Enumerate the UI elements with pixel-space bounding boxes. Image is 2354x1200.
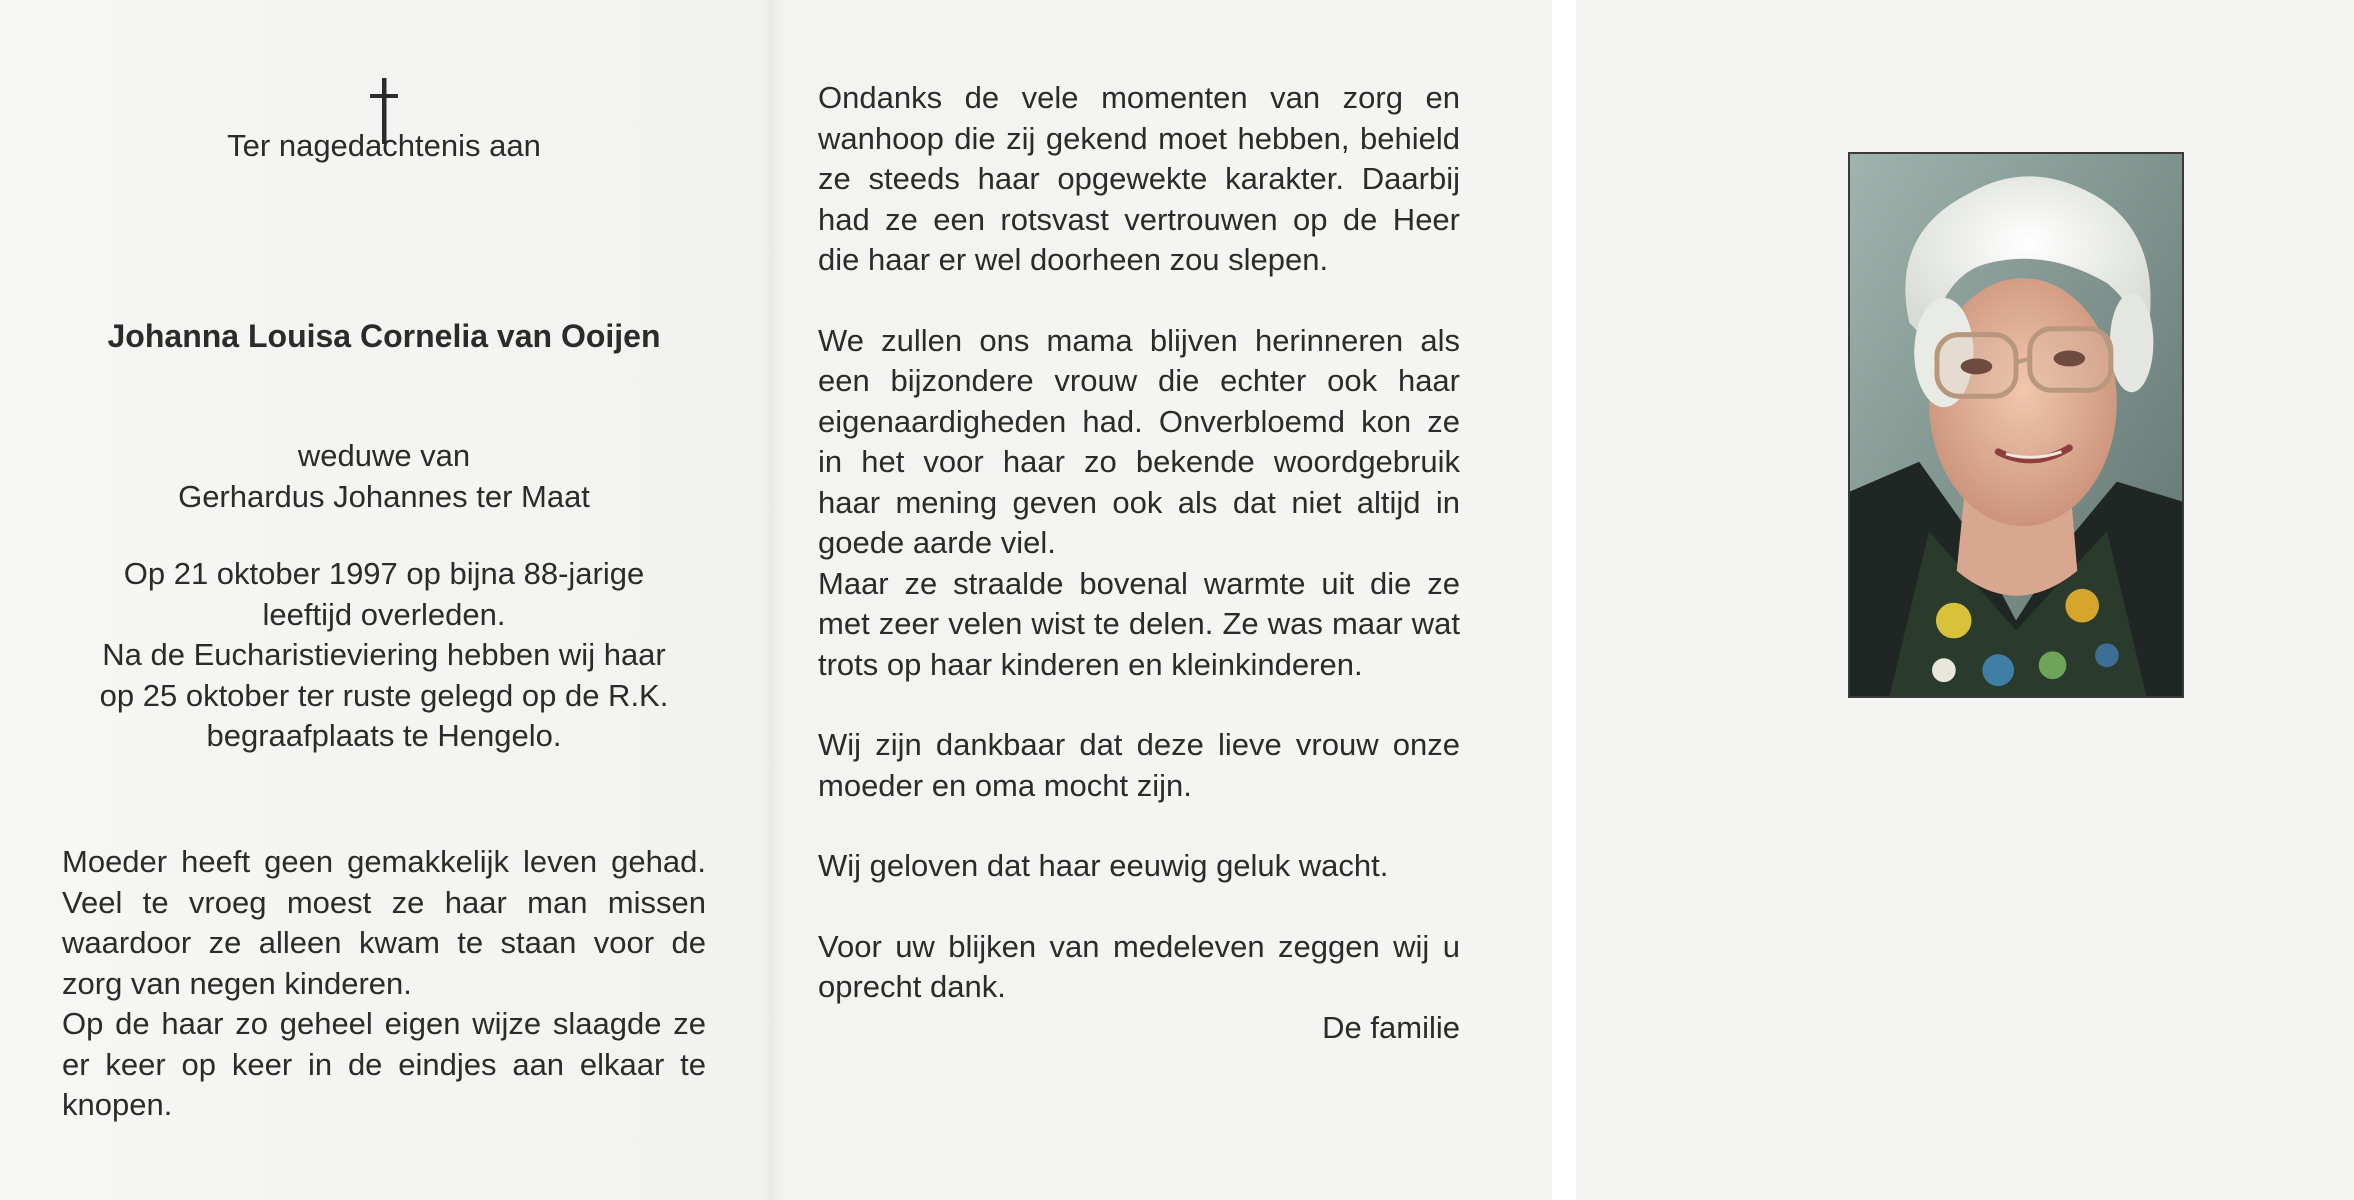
right-paragraph-6: Voor uw blijken van medeleven zeggen wij u oprecht dank. (818, 928, 1460, 1004)
widow-label: weduwe van (297, 438, 471, 473)
left-paragraph-2: Op de haar zo geheel eigen wijze slaagde ze er keer op keer in de eindjes aan elkaar te knopen. (62, 1006, 706, 1122)
left-paragraph-1: Moeder heeft geen gemakkelijk leven gehad. Veel te vroeg moest ze haar man missen waardoor ze alleen kwam te staan voor de zorg van negen kinderen. (62, 844, 706, 1001)
death-line-2: leeftijd overleden. (262, 596, 506, 632)
deceased-name: Johanna Louisa Cornelia van Ooijen (107, 318, 661, 354)
card-gap (1552, 0, 1576, 1200)
burial-line-3: begraafplaats te Hengelo. (206, 718, 562, 753)
right-paragraph-2: We zullen ons mama blijven herinneren als een bijzondere vrouw die echter ook haar eigenaardigheden had. Onverbloemd kon ze in het voor haar zo bekende woordgebruik haar mening geven ook als dat niet altijd in goede aarde viel. (818, 322, 1460, 560)
right-paragraph-5: Wij geloven dat haar eeuwig geluk wacht. (818, 848, 1389, 883)
portrait-illustration (1850, 154, 2182, 696)
burial-line-1: Na de Eucharistieviering hebben wij haar (102, 637, 666, 672)
right-paragraph-3: Maar ze straalde bovenal warmte uit die ze met zeer velen wist te delen. Ze was maar wat trots op haar kinderen en kleinkinderen. (818, 565, 1460, 682)
right-paragraph-4: Wij zijn dankbaar dat deze lieve vrouw onze moeder en oma mocht zijn. (818, 727, 1460, 803)
right-paragraph-1: Ondanks de vele momenten van zorg en wanhoop die zij gekend moet hebben, behield ze steeds haar opgewekte karakter. Daarbij had ze een rotsvast vertrouwen op de Heer die haar er wel doorheen zou slepen. (818, 80, 1460, 277)
right-panel (818, 78, 1460, 1048)
death-line-1: Op 21 oktober 1997 op bijna 88-jarige (123, 556, 645, 591)
spouse-name: Gerhardus Johannes ter Maat (178, 478, 590, 514)
spouse-block (62, 436, 706, 517)
signoff: De familie (1322, 1009, 1460, 1045)
death-burial-block (62, 554, 706, 757)
portrait-photo (1848, 152, 2184, 698)
memorial-heading: Ter nagedachtenis aan (227, 128, 541, 163)
left-text-block (62, 842, 706, 1126)
burial-line-2: op 25 oktober ter ruste gelegd op de R.K. (99, 677, 669, 713)
left-panel (62, 70, 706, 1122)
